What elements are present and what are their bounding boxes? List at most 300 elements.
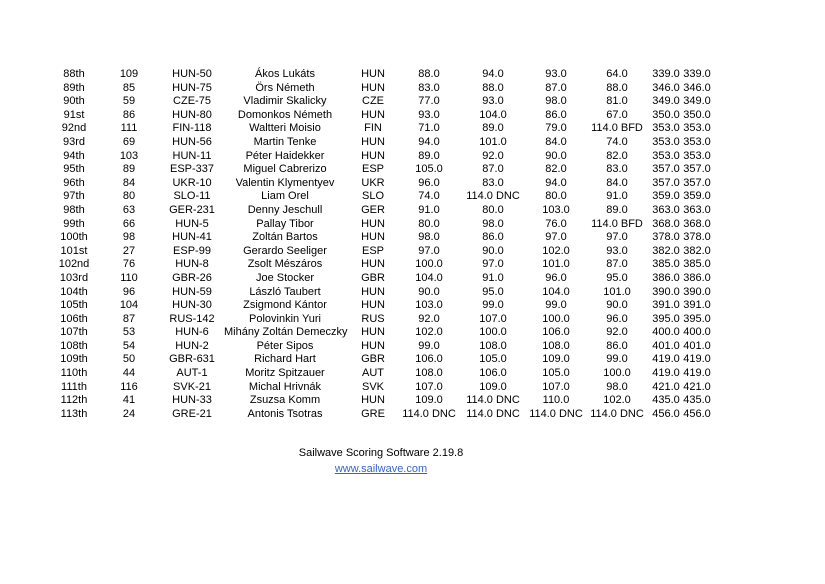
race2-score-cell: 91.0	[482, 271, 504, 284]
helm-name-cell: Péter Haidekker	[245, 149, 325, 162]
race3-score-cell: 99.0	[545, 299, 567, 312]
helm-name-cell: Joe Stocker	[255, 271, 315, 284]
nationality-cell: HUN	[361, 285, 385, 298]
sailwave-link[interactable]: www.sailwave.com	[334, 463, 428, 476]
nett-cell: 419.0	[683, 353, 711, 366]
race4-score-cell: 82.0	[606, 149, 628, 162]
rank-cell: 113th	[60, 407, 88, 420]
nett-cell: 378.0	[683, 231, 711, 244]
competitor-number-cell: 59	[122, 95, 136, 108]
footer	[50, 446, 712, 477]
nationality-cell: RUS	[361, 312, 385, 325]
sail-number-cell: FIN-118	[172, 122, 212, 135]
nationality-cell: HUN	[361, 81, 385, 94]
competitor-number-cell: 63	[122, 203, 136, 216]
race2-score-cell: 86.0	[482, 231, 504, 244]
race1-score-cell: 83.0	[418, 81, 440, 94]
race2-score-cell: 89.0	[482, 122, 504, 135]
nationality-cell: AUT	[362, 367, 384, 380]
competitor-number-cell: 116	[120, 380, 138, 393]
race3-score-cell: 94.0	[545, 176, 567, 189]
race3-score-cell: 87.0	[545, 81, 567, 94]
table-row	[50, 231, 712, 245]
race2-score-cell: 114.0 DNC	[466, 190, 520, 203]
race3-score-cell: 90.0	[545, 149, 567, 162]
sail-number-cell: ESP-337	[169, 163, 215, 176]
total-cell: 419.0	[652, 367, 680, 380]
nett-cell: 359.0	[683, 190, 711, 203]
race2-score-cell: 101.0	[479, 135, 507, 148]
sail-number-cell: HUN-5	[175, 217, 209, 230]
nationality-cell: HUN	[361, 135, 385, 148]
race3-score-cell: 108.0	[542, 339, 570, 352]
race1-score-cell: 102.0	[415, 326, 443, 339]
race1-score-cell: 90.0	[418, 285, 440, 298]
race2-score-cell: 104.0	[479, 108, 507, 121]
race2-score-cell: 87.0	[482, 163, 504, 176]
total-cell: 359.0	[652, 190, 680, 203]
sail-number-cell: GER-231	[169, 203, 215, 216]
helm-name-cell: László Taubert	[249, 285, 321, 298]
rank-cell: 108th	[60, 339, 88, 352]
nationality-cell: HUN	[361, 68, 385, 80]
competitor-number-cell: 80	[122, 190, 136, 203]
sail-number-cell: HUN-80	[172, 108, 212, 121]
race2-score-cell: 108.0	[479, 339, 507, 352]
nationality-cell: HUN	[361, 258, 385, 271]
total-cell: 353.0	[652, 149, 680, 162]
nationality-cell: HUN	[361, 231, 385, 244]
table-row	[50, 68, 712, 82]
race4-score-cell: 83.0	[606, 163, 628, 176]
total-cell: 339.0	[652, 68, 680, 80]
race4-score-cell: 91.0	[606, 190, 628, 203]
race1-score-cell: 96.0	[418, 176, 440, 189]
table-row	[50, 381, 712, 395]
race1-score-cell: 103.0	[415, 299, 443, 312]
sail-number-cell: HUN-33	[172, 394, 212, 407]
helm-name-cell: Liam Orel	[261, 190, 309, 203]
race2-score-cell: 93.0	[482, 95, 504, 108]
competitor-number-cell: 76	[122, 258, 136, 271]
race1-score-cell: 91.0	[418, 203, 440, 216]
race2-score-cell: 88.0	[482, 81, 504, 94]
competitor-number-cell: 69	[122, 135, 136, 148]
table-row	[50, 313, 712, 327]
competitor-number-cell: 86	[122, 108, 136, 121]
race2-score-cell: 99.0	[482, 299, 504, 312]
helm-name-cell: Domonkos Németh	[237, 108, 333, 121]
nett-cell: 456.0	[683, 407, 711, 420]
helm-name-cell: Örs Németh	[255, 81, 315, 94]
sail-number-cell: UKR-10	[172, 176, 212, 189]
helm-name-cell: Antonis Tsotras	[247, 407, 323, 420]
race4-score-cell: 90.0	[606, 299, 628, 312]
table-row	[50, 190, 712, 204]
nett-cell: 353.0	[683, 149, 711, 162]
race4-score-cell: 89.0	[606, 203, 628, 216]
race4-score-cell: 114.0 BFD	[591, 122, 643, 135]
competitor-number-cell: 104	[119, 299, 139, 312]
helm-name-cell: Miguel Cabrerizo	[243, 163, 327, 176]
competitor-number-cell: 96	[122, 285, 136, 298]
rank-cell: 93rd	[62, 135, 86, 148]
race1-score-cell: 106.0	[415, 353, 443, 366]
race2-score-cell: 114.0 DNC	[466, 407, 520, 420]
race4-score-cell: 74.0	[606, 135, 628, 148]
race4-score-cell: 64.0	[606, 68, 628, 80]
race2-score-cell: 100.0	[479, 326, 507, 339]
rank-cell: 96th	[63, 176, 85, 189]
race2-score-cell: 95.0	[482, 285, 504, 298]
race1-score-cell: 98.0	[418, 231, 440, 244]
rank-cell: 94th	[63, 149, 85, 162]
table-row	[50, 367, 712, 381]
sail-number-cell: HUN-41	[172, 231, 212, 244]
nett-cell: 385.0	[683, 258, 711, 271]
sail-number-cell: GRE-21	[172, 407, 212, 420]
race3-score-cell: 106.0	[542, 326, 570, 339]
race1-score-cell: 104.0	[415, 271, 443, 284]
nationality-cell: GRE	[361, 407, 385, 420]
competitor-number-cell: 87	[122, 312, 136, 325]
total-cell: 382.0	[652, 244, 680, 257]
race2-score-cell: 114.0 DNC	[466, 394, 520, 407]
rank-cell: 99th	[63, 217, 85, 230]
competitor-number-cell: 24	[122, 407, 136, 420]
race3-score-cell: 105.0	[542, 367, 570, 380]
nett-cell: 357.0	[683, 163, 711, 176]
helm-name-cell: Denny Jeschull	[247, 203, 323, 216]
rank-cell: 111th	[61, 380, 87, 393]
total-cell: 346.0	[652, 81, 680, 94]
software-credit: Sailwave Scoring Software 2.19.8	[298, 447, 464, 460]
table-row	[50, 286, 712, 300]
sail-number-cell: HUN-75	[172, 81, 212, 94]
sail-number-cell: CZE-75	[173, 95, 211, 108]
sail-number-cell: SLO-11	[173, 190, 211, 203]
nett-cell: 349.0	[683, 95, 711, 108]
race3-score-cell: 79.0	[545, 122, 567, 135]
rank-cell: 91st	[63, 108, 85, 121]
competitor-number-cell: 111	[120, 122, 138, 135]
table-row	[50, 245, 712, 259]
nett-cell: 435.0	[683, 394, 711, 407]
nationality-cell: GER	[361, 203, 385, 216]
nett-cell: 395.0	[683, 312, 711, 325]
rank-cell: 88th	[63, 68, 85, 80]
results-table-body	[50, 68, 712, 421]
race3-score-cell: 96.0	[545, 271, 567, 284]
sail-number-cell: GBR-631	[169, 353, 215, 366]
nationality-cell: HUN	[361, 299, 385, 312]
table-row	[50, 122, 712, 136]
total-cell: 401.0	[652, 339, 680, 352]
race4-score-cell: 101.0	[603, 285, 631, 298]
race1-score-cell: 93.0	[418, 108, 440, 121]
table-row	[50, 408, 712, 422]
table-row	[50, 163, 712, 177]
competitor-number-cell: 27	[122, 244, 136, 257]
race3-score-cell: 84.0	[545, 135, 567, 148]
competitor-number-cell: 50	[122, 353, 136, 366]
rank-cell: 110th	[60, 367, 88, 380]
race2-score-cell: 80.0	[482, 203, 504, 216]
race3-score-cell: 104.0	[542, 285, 570, 298]
race4-score-cell: 100.0	[603, 367, 631, 380]
helm-name-cell: Polovinkin Yuri	[249, 312, 321, 325]
race3-score-cell: 97.0	[545, 231, 567, 244]
total-cell: 357.0	[652, 163, 680, 176]
total-cell: 357.0	[652, 176, 680, 189]
race3-score-cell: 102.0	[542, 244, 570, 257]
sail-number-cell: HUN-8	[175, 258, 209, 271]
sail-number-cell: GBR-26	[172, 271, 212, 284]
helm-name-cell: Richard Hart	[254, 353, 316, 366]
rank-cell: 98th	[63, 203, 85, 216]
race1-score-cell: 88.0	[418, 68, 440, 80]
total-cell: 391.0	[652, 299, 680, 312]
nationality-cell: CZE	[362, 95, 384, 108]
nationality-cell: HUN	[361, 217, 385, 230]
nationality-cell: UKR	[361, 176, 385, 189]
rank-cell: 104th	[60, 285, 88, 298]
rank-cell: 112th	[60, 394, 88, 407]
race3-score-cell: 109.0	[542, 353, 570, 366]
competitor-number-cell: 89	[122, 163, 136, 176]
nett-cell: 346.0	[683, 81, 711, 94]
rank-cell: 100th	[60, 231, 88, 244]
table-row	[50, 258, 712, 272]
race2-score-cell: 109.0	[479, 380, 507, 393]
nett-cell: 391.0	[683, 299, 711, 312]
rank-cell: 102nd	[58, 258, 90, 271]
rank-cell: 90th	[63, 95, 85, 108]
sail-number-cell: HUN-50	[172, 68, 212, 80]
total-cell: 419.0	[652, 353, 680, 366]
nationality-cell: HUN	[361, 394, 385, 407]
nett-cell: 401.0	[683, 339, 711, 352]
total-cell: 385.0	[652, 258, 680, 271]
helm-name-cell: Mihány Zoltán Demeczky	[224, 326, 348, 339]
results-table	[50, 68, 712, 421]
rank-cell: 109th	[60, 353, 88, 366]
race1-score-cell: 89.0	[418, 149, 440, 162]
race3-score-cell: 101.0	[542, 258, 570, 271]
table-row	[50, 109, 712, 123]
race1-score-cell: 74.0	[418, 190, 440, 203]
total-cell: 363.0	[652, 203, 680, 216]
race3-score-cell: 86.0	[545, 108, 567, 121]
rank-cell: 89th	[63, 81, 85, 94]
nationality-cell: HUN	[361, 149, 385, 162]
race2-score-cell: 83.0	[482, 176, 504, 189]
race1-score-cell: 92.0	[418, 312, 440, 325]
sail-number-cell: HUN-2	[175, 339, 209, 352]
race4-score-cell: 99.0	[606, 353, 628, 366]
nett-cell: 357.0	[683, 176, 711, 189]
helm-name-cell: Zsigmond Kántor	[243, 299, 327, 312]
race4-score-cell: 81.0	[606, 95, 628, 108]
competitor-number-cell: 54	[122, 339, 136, 352]
race1-score-cell: 107.0	[415, 380, 443, 393]
helm-name-cell: Moritz Spitzauer	[245, 367, 325, 380]
nett-cell: 386.0	[683, 271, 711, 284]
helm-name-cell: Ákos Lukáts	[255, 68, 315, 80]
race2-score-cell: 107.0	[479, 312, 507, 325]
helm-name-cell: Zsolt Mészáros	[247, 258, 323, 271]
nett-cell: 350.0	[683, 108, 711, 121]
helm-name-cell: Pallay Tibor	[256, 217, 314, 230]
table-row	[50, 136, 712, 150]
helm-name-cell: Michal Hrivnák	[248, 380, 322, 393]
total-cell: 353.0	[652, 122, 680, 135]
race3-score-cell: 107.0	[542, 380, 570, 393]
helm-name-cell: Vladimir Skalicky	[243, 95, 327, 108]
competitor-number-cell: 53	[122, 326, 136, 339]
sail-number-cell: HUN-56	[172, 135, 212, 148]
race1-score-cell: 114.0 DNC	[402, 407, 456, 420]
sail-number-cell: SVK-21	[173, 380, 211, 393]
table-row	[50, 299, 712, 313]
race2-score-cell: 105.0	[479, 353, 507, 366]
race1-score-cell: 94.0	[418, 135, 440, 148]
sail-number-cell: HUN-59	[172, 285, 212, 298]
competitor-number-cell: 66	[122, 217, 136, 230]
race3-score-cell: 110.0	[542, 394, 570, 407]
race2-score-cell: 98.0	[482, 217, 504, 230]
race3-score-cell: 114.0 DNC	[529, 407, 583, 420]
nett-cell: 390.0	[683, 285, 711, 298]
nationality-cell: HUN	[361, 339, 385, 352]
competitor-number-cell: 44	[122, 367, 136, 380]
race3-score-cell: 98.0	[545, 95, 567, 108]
rank-cell: 103rd	[59, 271, 89, 284]
race4-score-cell: 95.0	[606, 271, 628, 284]
race3-score-cell: 93.0	[545, 68, 567, 80]
race1-score-cell: 80.0	[418, 217, 440, 230]
race2-score-cell: 92.0	[482, 149, 504, 162]
total-cell: 456.0	[652, 407, 680, 420]
race4-score-cell: 87.0	[606, 258, 628, 271]
rank-cell: 101st	[60, 244, 88, 257]
total-cell: 435.0	[652, 394, 680, 407]
nationality-cell: SLO	[361, 190, 384, 203]
table-row	[50, 326, 712, 340]
race1-score-cell: 109.0	[415, 394, 443, 407]
sail-number-cell: HUN-11	[172, 149, 212, 162]
race2-score-cell: 97.0	[482, 258, 504, 271]
helm-name-cell: Gerardo Seeliger	[243, 244, 327, 257]
total-cell: 400.0	[652, 326, 680, 339]
race1-score-cell: 105.0	[415, 163, 443, 176]
total-cell: 386.0	[652, 271, 680, 284]
table-row	[50, 150, 712, 164]
rank-cell: 107th	[60, 326, 88, 339]
race3-score-cell: 80.0	[545, 190, 567, 203]
helm-name-cell: Valentin Klymentyev	[235, 176, 335, 189]
total-cell: 368.0	[652, 217, 680, 230]
competitor-number-cell: 84	[122, 176, 136, 189]
nationality-cell: FIN	[364, 122, 382, 135]
total-cell: 421.0	[652, 380, 680, 393]
nett-cell: 339.0	[683, 68, 711, 80]
table-row	[50, 204, 712, 218]
race4-score-cell: 98.0	[606, 380, 628, 393]
rank-cell: 106th	[60, 312, 88, 325]
competitor-number-cell: 110	[120, 271, 138, 284]
race2-score-cell: 94.0	[482, 68, 504, 80]
race4-score-cell: 88.0	[606, 81, 628, 94]
sail-number-cell: HUN-30	[172, 299, 212, 312]
race4-score-cell: 96.0	[606, 312, 628, 325]
race4-score-cell: 86.0	[606, 339, 628, 352]
rank-cell: 97th	[63, 190, 85, 203]
helm-name-cell: Waltteri Moisio	[249, 122, 321, 135]
table-row	[50, 95, 712, 109]
helm-name-cell: Péter Sipos	[256, 339, 314, 352]
table-row	[50, 353, 712, 367]
sail-number-cell: HUN-6	[175, 326, 209, 339]
sail-number-cell: RUS-142	[169, 312, 215, 325]
race3-score-cell: 76.0	[545, 217, 567, 230]
helm-name-cell: Martin Tenke	[253, 135, 317, 148]
nett-cell: 421.0	[683, 380, 711, 393]
race4-score-cell: 67.0	[606, 108, 628, 121]
race1-score-cell: 97.0	[418, 244, 440, 257]
nett-cell: 353.0	[683, 135, 711, 148]
rank-cell: 92nd	[61, 122, 87, 135]
table-row	[50, 394, 712, 408]
race2-score-cell: 106.0	[479, 367, 507, 380]
nationality-cell: SVK	[361, 380, 384, 393]
helm-name-cell: Zoltán Bartos	[252, 231, 318, 244]
nett-cell: 368.0	[683, 217, 711, 230]
nett-cell: 363.0	[683, 203, 711, 216]
competitor-number-cell: 98	[122, 231, 136, 244]
race3-score-cell: 100.0	[542, 312, 570, 325]
competitor-number-cell: 41	[122, 394, 136, 407]
competitor-number-cell: 85	[122, 81, 136, 94]
total-cell: 350.0	[652, 108, 680, 121]
race1-score-cell: 108.0	[415, 367, 443, 380]
nett-cell: 419.0	[683, 367, 711, 380]
race1-score-cell: 77.0	[418, 95, 440, 108]
race1-score-cell: 71.0	[418, 122, 440, 135]
sail-number-cell: AUT-1	[176, 367, 208, 380]
race1-score-cell: 100.0	[415, 258, 443, 271]
table-row	[50, 177, 712, 191]
total-cell: 349.0	[652, 95, 680, 108]
race4-score-cell: 84.0	[606, 176, 628, 189]
nett-cell: 400.0	[683, 326, 711, 339]
race4-score-cell: 92.0	[606, 326, 628, 339]
total-cell: 353.0	[652, 135, 680, 148]
race4-score-cell: 114.0 BFD	[591, 217, 643, 230]
total-cell: 378.0	[652, 231, 680, 244]
table-row	[50, 82, 712, 96]
nationality-cell: HUN	[361, 326, 385, 339]
race4-score-cell: 102.0	[603, 394, 631, 407]
nationality-cell: HUN	[361, 108, 385, 121]
race4-score-cell: 97.0	[606, 231, 628, 244]
helm-name-cell: Zsuzsa Komm	[249, 394, 321, 407]
nett-cell: 353.0	[683, 122, 711, 135]
table-row	[50, 340, 712, 354]
rank-cell: 105th	[60, 299, 88, 312]
competitor-number-cell: 109	[119, 68, 139, 80]
table-row	[50, 218, 712, 232]
